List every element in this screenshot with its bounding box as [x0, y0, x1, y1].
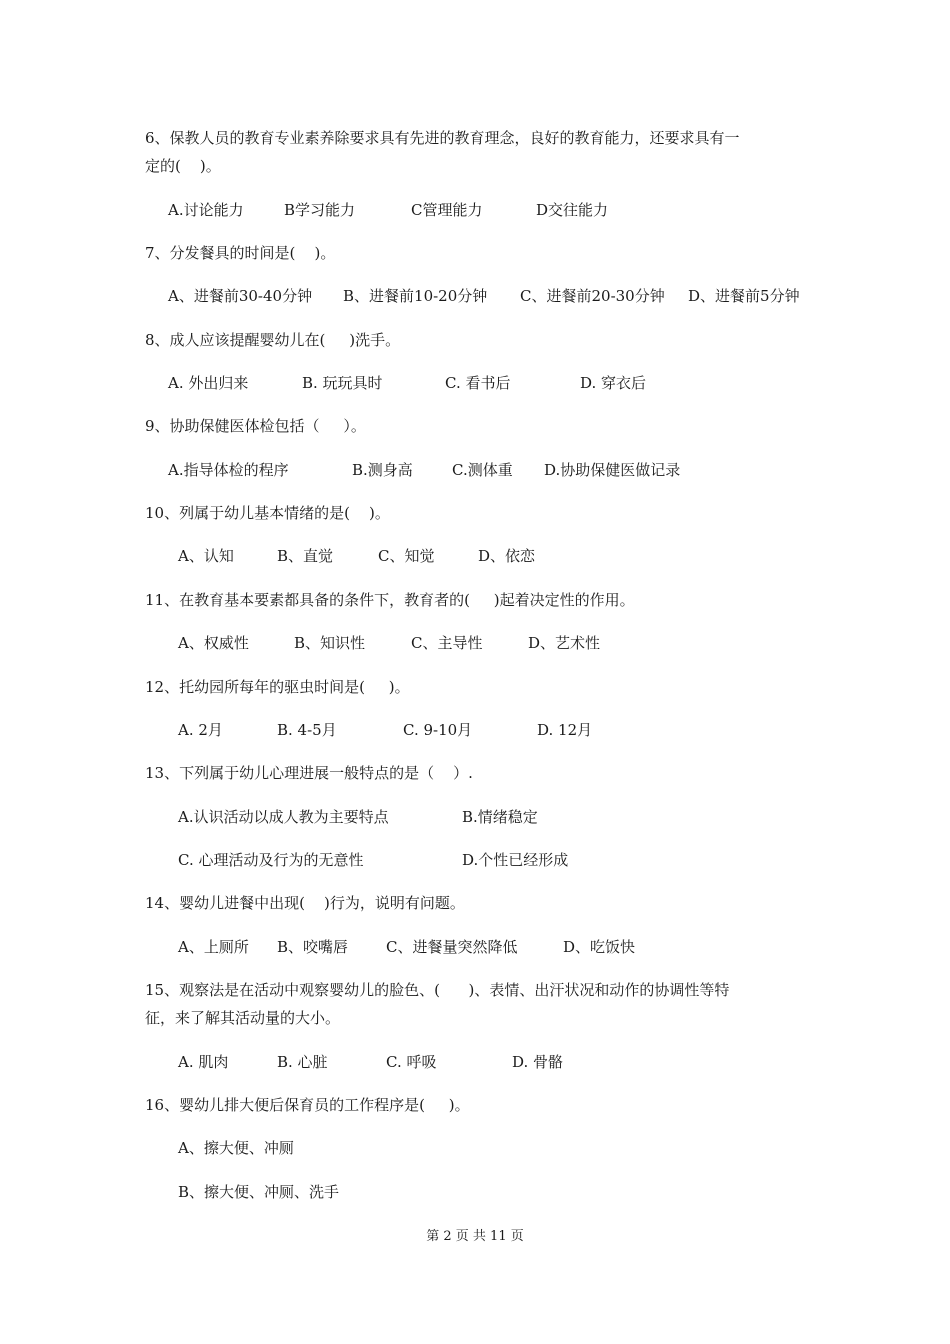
- question-10-line-1: 10、列属于幼儿基本情绪的是( )。: [145, 504, 390, 522]
- option-a: A.讨论能力: [168, 201, 244, 219]
- option-b: B.情绪稳定: [462, 808, 538, 826]
- option-c: C. 看书后: [445, 374, 511, 392]
- option-a: A、上厕所: [178, 938, 249, 956]
- option-c: C、主导性: [411, 634, 483, 652]
- option-d: D、吃饭快: [563, 938, 636, 956]
- option-c: C. 9-10月: [403, 721, 473, 739]
- option-a: A、进餐前30-40分钟: [168, 287, 313, 305]
- option-d: D. 穿衣后: [580, 374, 647, 392]
- option-d: D. 骨骼: [512, 1053, 564, 1071]
- question-16-line-1: 16、婴幼儿排大便后保育员的工作程序是( )。: [145, 1096, 470, 1114]
- option-a: A.认识活动以成人教为主要特点: [178, 808, 389, 826]
- option-d: D. 12月: [537, 721, 593, 739]
- question-15-line-1: 15、观察法是在活动中观察婴幼儿的脸色、( )、表情、出汗状况和动作的协调性等特: [145, 981, 730, 999]
- option-a: A、认知: [178, 547, 234, 565]
- option-d: D、进餐前5分钟: [688, 287, 800, 305]
- option-c: C. 呼吸: [386, 1053, 437, 1071]
- question-9-line-1: 9、协助保健医体检包括（ ）。: [145, 417, 366, 435]
- question-12-line-1: 12、托幼园所每年的驱虫时间是( )。: [145, 678, 410, 696]
- option-c: C、进餐前20-30分钟: [520, 287, 665, 305]
- option-d: D、依恋: [478, 547, 536, 565]
- option-c: C. 心理活动及行为的无意性: [178, 851, 364, 869]
- option-c: C、知觉: [378, 547, 435, 565]
- question-8-line-1: 8、成人应该提醒婴幼儿在( )洗手。: [145, 331, 401, 349]
- option-b: B学习能力: [284, 201, 356, 219]
- question-15-line-2: 征，来了解其活动量的大小。: [145, 1009, 341, 1027]
- option-c: C管理能力: [411, 201, 483, 219]
- option-a: A、权威性: [178, 634, 249, 652]
- question-7-line-1: 7、分发餐具的时间是( )。: [145, 244, 336, 262]
- option-a: A. 外出归来: [168, 374, 249, 392]
- question-13-options-row-2: [168, 850, 838, 930]
- option-b: B.测身高: [352, 461, 413, 479]
- option-b: B. 4-5月: [277, 721, 337, 739]
- question-6-line-2: 定的( )。: [145, 157, 221, 175]
- question-11-line-1: 11、在教育基本要素都具备的条件下，教育者的( )起着决定性的作用。: [145, 591, 635, 609]
- option-d: D、艺术性: [528, 634, 601, 652]
- option-b: B. 玩玩具时: [302, 374, 383, 392]
- option-a: A. 2月: [178, 721, 223, 739]
- question-13-line-1: 13、下列属于幼儿心理进展一般特点的是（ ）.: [145, 764, 473, 782]
- option-a: A. 肌肉: [178, 1053, 229, 1071]
- page-footer: 第 2 页 共 11 页: [426, 1229, 524, 1244]
- question-6-line-1: 6、保教人员的教育专业素养除要求具有先进的教育理念，良好的教育能力，还要求具有一: [145, 129, 740, 147]
- option-a: A、擦大便、冲厕: [178, 1139, 294, 1157]
- option-b: B、咬嘴唇: [277, 938, 349, 956]
- option-b: B、擦大便、冲厕、洗手: [178, 1183, 340, 1201]
- option-b: B、进餐前10-20分钟: [343, 287, 488, 305]
- option-b: B. 心脏: [277, 1053, 328, 1071]
- option-b: B、知识性: [294, 634, 366, 652]
- option-d: D交往能力: [536, 201, 609, 219]
- question-14-line-1: 14、婴幼儿进餐中出现( )行为，说明有问题。: [145, 894, 465, 912]
- option-b: B、直觉: [277, 547, 334, 565]
- option-c: C、进餐量突然降低: [386, 938, 518, 956]
- option-a: A.指导体检的程序: [168, 461, 289, 479]
- option-c: C.测体重: [452, 461, 513, 479]
- option-d: D.个性已经形成: [462, 851, 569, 869]
- option-d: D.协助保健医做记录: [544, 461, 681, 479]
